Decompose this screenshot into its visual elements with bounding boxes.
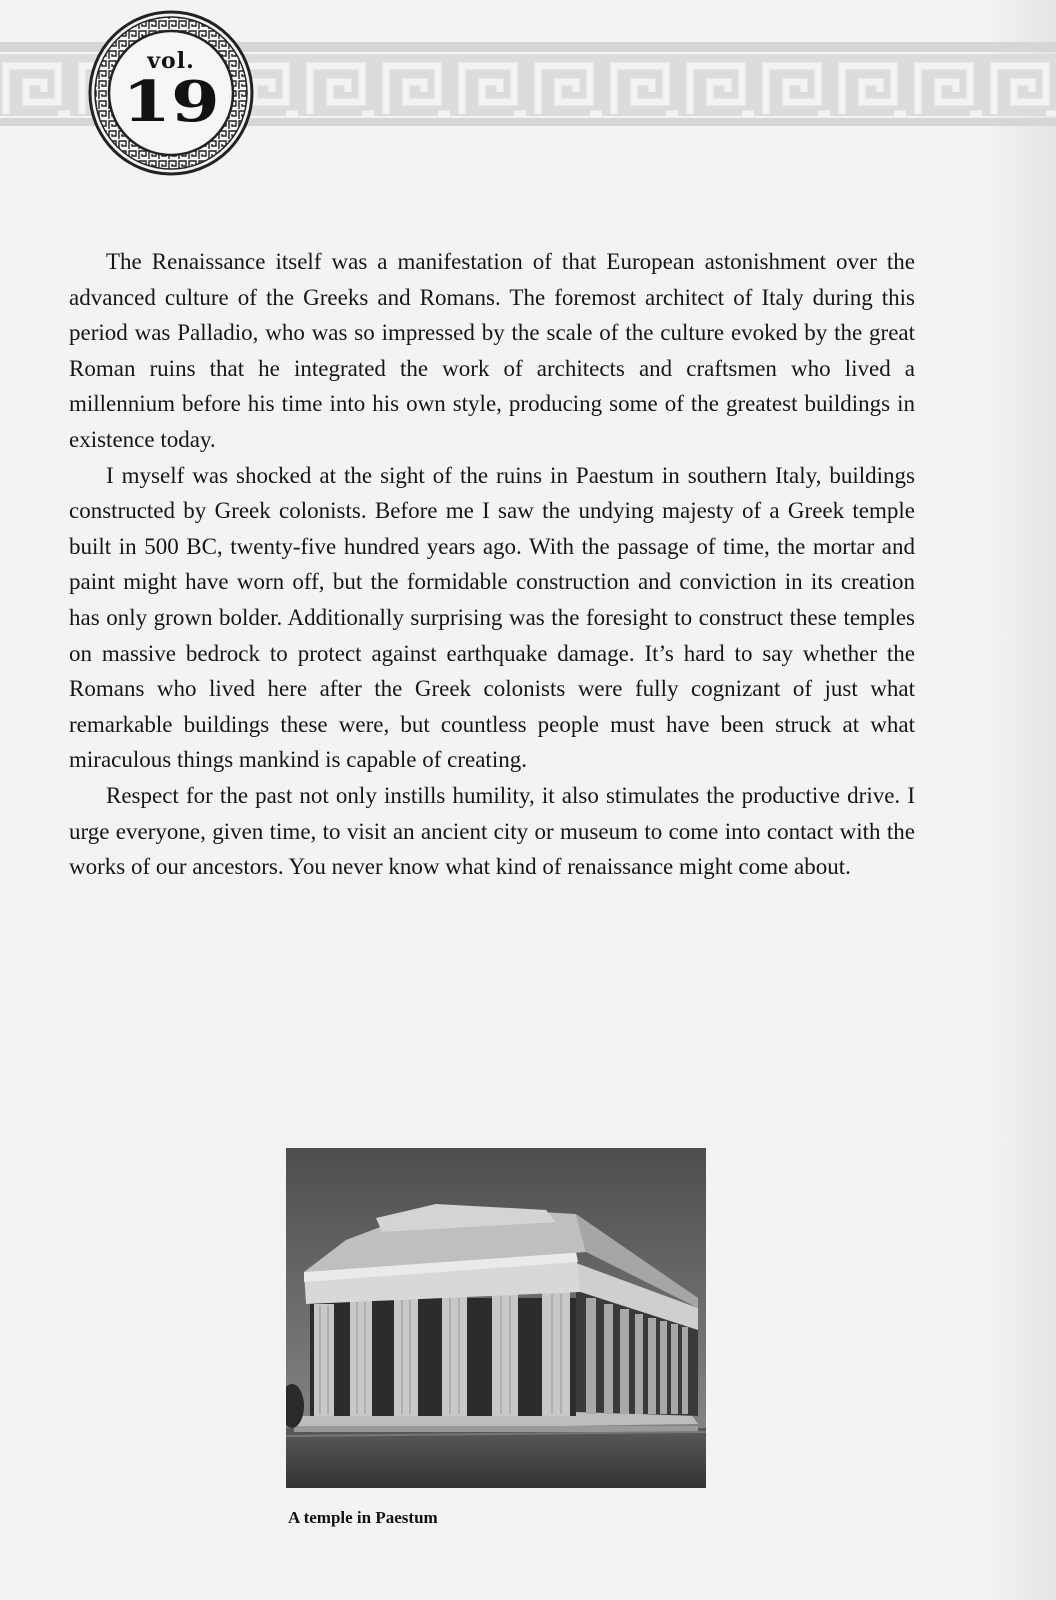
- volume-label: vol.: [147, 48, 195, 74]
- temple-illustration: [286, 1148, 706, 1488]
- volume-badge: [88, 10, 254, 176]
- paragraph-1: The Renaissance itself was a manifestation of that European astonishment over the advanced culture of the Greeks and Romans. The foremost architect of Italy during this period was Palladio, who was so impressed by the scale of the culture evoked by the great Roman ruins that he integrated the work of architects and craftsmen who lived a millennium before his time into his own style, producing some of the greatest buildings in existence today.: [69, 249, 915, 452]
- paragraph-2: I myself was shocked at the sight of the ruins in Paestum in southern Italy, buildings constructed by Greek colonists. Before me I saw the undying majesty of a Greek temple built in 500 BC, twenty-five hundred years ago. With the passage of time, the mortar and paint might have worn off, but the formidable construction and conviction in its creation has only grown bolder. Additionally surprising was the foresight to construct these temples on massive bedrock to protect against earthquake damage. It’s hard to say whether the Romans who lived here after the Greek colonists were fully cognizant of just what remarkable buildings these were, but countless people must have been struck at what miraculous things mankind is capable of creating.: [69, 462, 915, 773]
- paragraph-3: Respect for the past not only instills humility, it also stimulates the productive drive. I urge everyone, given time, to visit an ancient city or museum to come into contact with the works of our ancestors. You never know what kind of renaissance might come about.: [69, 782, 915, 880]
- article-body: [69, 244, 915, 885]
- photo-caption: A temple in Paestum: [288, 1508, 438, 1527]
- volume-number: 19: [122, 69, 220, 135]
- page-edge-shadow: [986, 0, 1056, 1600]
- temple-photo: [286, 1148, 706, 1488]
